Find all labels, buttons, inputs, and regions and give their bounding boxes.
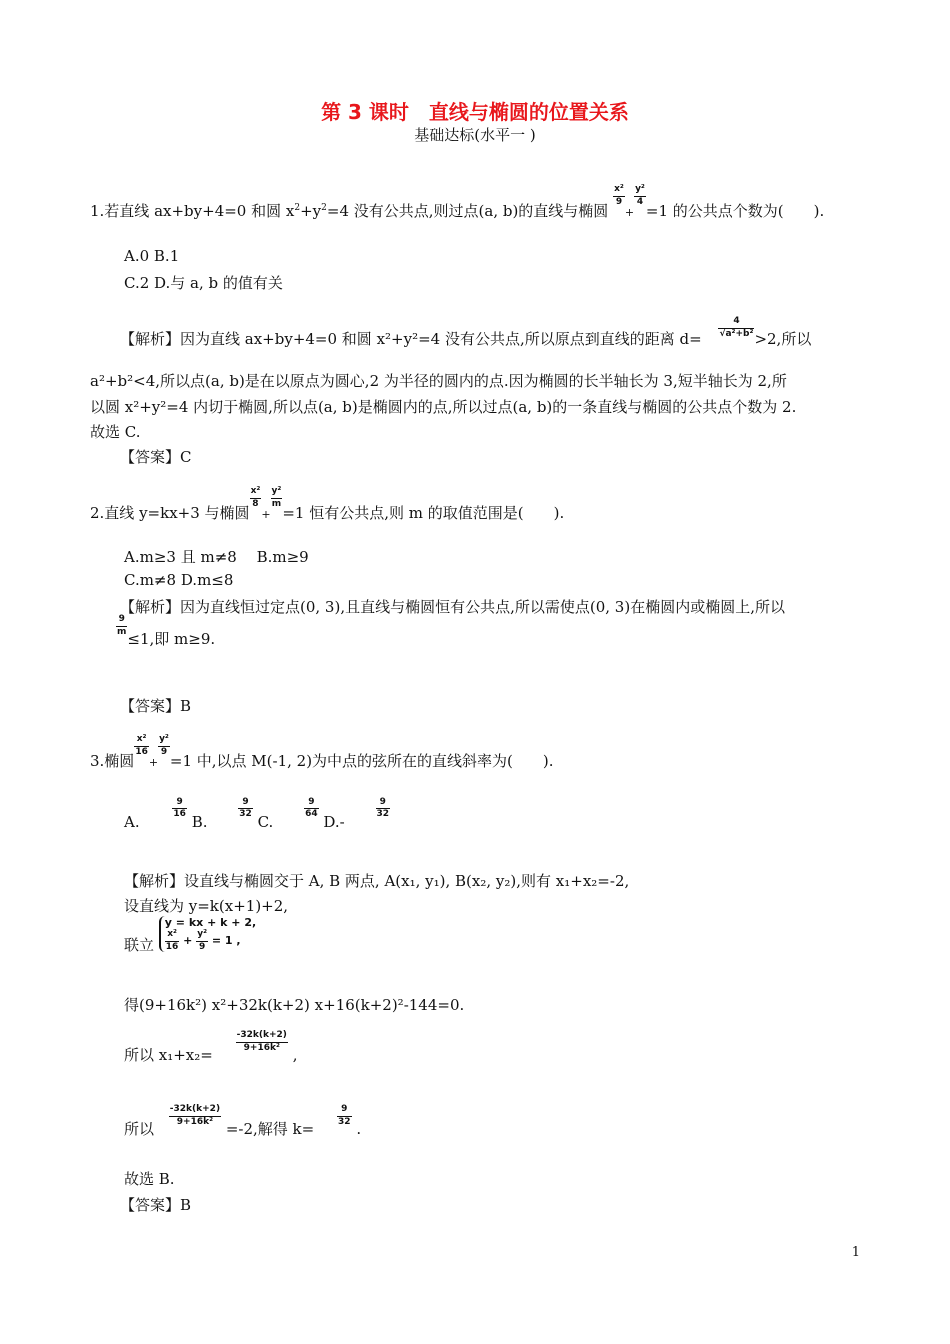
- q2-options-row2: C.m≠8 D.m≤8: [124, 571, 234, 589]
- q3-ellipse-y-fraction: $\frac{\text{y²}}{9}$: [159, 734, 169, 757]
- q3-analysis-line2: 设直线为 y=k(x+1)+2,: [124, 897, 289, 915]
- q2-stem: 2.直线 y=kx+3 与椭圆 $\frac{\text{x²}}{8}$ + $\frac{\text{y²}}{m}$ =1 恒有公共点,则 m 的取值范围是( ).: [90, 486, 565, 522]
- q3-option-a-fraction: $\frac{9}{16}$: [173, 797, 186, 820]
- q2-ellipse-x-fraction: $\frac{\text{x²}}{8}$: [250, 486, 261, 509]
- q3-sum-roots: 所以 x₁+x₂= $\frac{-32k(k+2)}{\text{9+16k²}}$ ,: [124, 1030, 298, 1064]
- page-subtitle: 基础达标(水平一 ): [414, 126, 536, 144]
- page-title: 第 3 课时 直线与椭圆的位置关系: [321, 100, 629, 124]
- q1-analysis: 【解析】因为直线 ax+by+4=0 和圆 x²+y²=4 没有公共点,所以原点到直线的距离 d= $\frac{4}{\text{√a²+b²}}$ >2,所以: [120, 316, 812, 348]
- q3-option-d-fraction: $\frac{9}{32}$: [376, 797, 390, 820]
- q3-ellipse-x-fraction: $\frac{\text{x²}}{16}$: [135, 734, 148, 757]
- q3-equation-system: y = kx + k + 2, $\frac{\text{x²}}{16}$ + $\frac{\text{y²}}{9}$ = 1 ,: [159, 916, 256, 952]
- q3-answer: 【答案】B: [120, 1196, 192, 1214]
- q3-analysis-line3: 得(9+16k²) x²+32k(k+2) x+16(k+2)²-144=0.: [124, 996, 465, 1014]
- q3-k-fraction: $\frac{9}{32}$: [338, 1104, 351, 1127]
- q3-solve-k: 所以 $\frac{-32k(k+2)}{\text{9+16k²}}$ =-2,解得 k= $\frac{9}{32}$ .: [124, 1104, 362, 1138]
- q2-analysis-line2: $\frac{9}{m}$ ≤1,即 m≥9.: [117, 614, 216, 648]
- q3-stem: 3.椭圆 $\frac{\text{x²}}{16}$ + $\frac{\text{y²}}{9}$ =1 中,以点 M(-1, 2)为中点的弦所在的直线斜率为( ).: [90, 734, 554, 770]
- q1-distance-fraction: $\frac{4}{\text{√a²+b²}}$: [719, 316, 754, 339]
- q2-ellipse-y-fraction: $\frac{\text{y²}}{m}$: [271, 486, 282, 509]
- q2-nine-over-m-fraction: $\frac{9}{m}$: [117, 614, 127, 637]
- q3-analysis-line1: 【解析】设直线与椭圆交于 A, B 两点, A(x₁, y₁), B(x₂, y₂),则有 x₁+x₂=-2,: [124, 872, 630, 890]
- q3-option-c-fraction: $\frac{9}{64}$: [305, 797, 318, 820]
- q1-analysis-line2: a²+b²<4,所以点(a, b)是在以原点为圆心,2 为半径的圆内的点.因为椭圆的长半轴长为 3,短半轴长为 2,所: [90, 372, 787, 390]
- q1-stem: 1.若直线 ax+by+4=0 和圆 $x^2+y^2=4$ 没有公共点,则过点(a, b)的直线与椭圆 $\frac{\text{x²}}{9}$ + $\frac{\text{y²}}{4}$ =1 的公共点个数为( ).: [90, 184, 825, 220]
- q2-options-row1: A.m≥3 且 m≠8 B.m≥9: [124, 548, 309, 566]
- q2-answer: 【答案】B: [120, 697, 192, 715]
- q3-sum-fraction: $\frac{-32k(k+2)}{\text{9+16k²}}$: [236, 1030, 287, 1053]
- q1-answer: 【答案】C: [120, 448, 192, 466]
- q1-analysis-line4: 故选 C.: [90, 423, 141, 441]
- q3-equation-fraction: $\frac{-32k(k+2)}{\text{9+16k²}}$: [169, 1104, 221, 1127]
- q3-conclusion: 故选 B.: [124, 1170, 175, 1188]
- q3-options: A. $\frac{9}{16}$ B. $\frac{9}{32}$ C. $\frac{9}{64}$ D.- $\frac{9}{32}$: [124, 797, 390, 831]
- q1-analysis-line3: 以圆 x²+y²=4 内切于椭圆,所以点(a, b)是椭圆内的点,所以过点(a, b)的一条直线与椭圆的公共点个数为 2.: [90, 398, 797, 416]
- page-number: 1: [851, 1245, 860, 1260]
- q1-ellipse-x-fraction: $\frac{\text{x²}}{9}$: [614, 184, 624, 207]
- q3-system: 联立 y = kx + k + 2, $\frac{\text{x²}}{16}$ + $\frac{\text{y²}}{9}$ = 1 ,: [124, 916, 257, 955]
- q1-options-row1: A.0 B.1: [124, 247, 180, 265]
- q1-options-row2: C.2 D.与 a, b 的值有关: [124, 274, 283, 292]
- q1-ellipse-y-fraction: $\frac{\text{y²}}{4}$: [635, 184, 645, 207]
- q2-analysis-line1: 【解析】因为直线恒过定点(0, 3),且直线与椭圆恒有公共点,所以需使点(0, 3)在椭圆内或椭圆上,所以: [120, 598, 785, 616]
- q3-option-b-fraction: $\frac{9}{32}$: [239, 797, 252, 820]
